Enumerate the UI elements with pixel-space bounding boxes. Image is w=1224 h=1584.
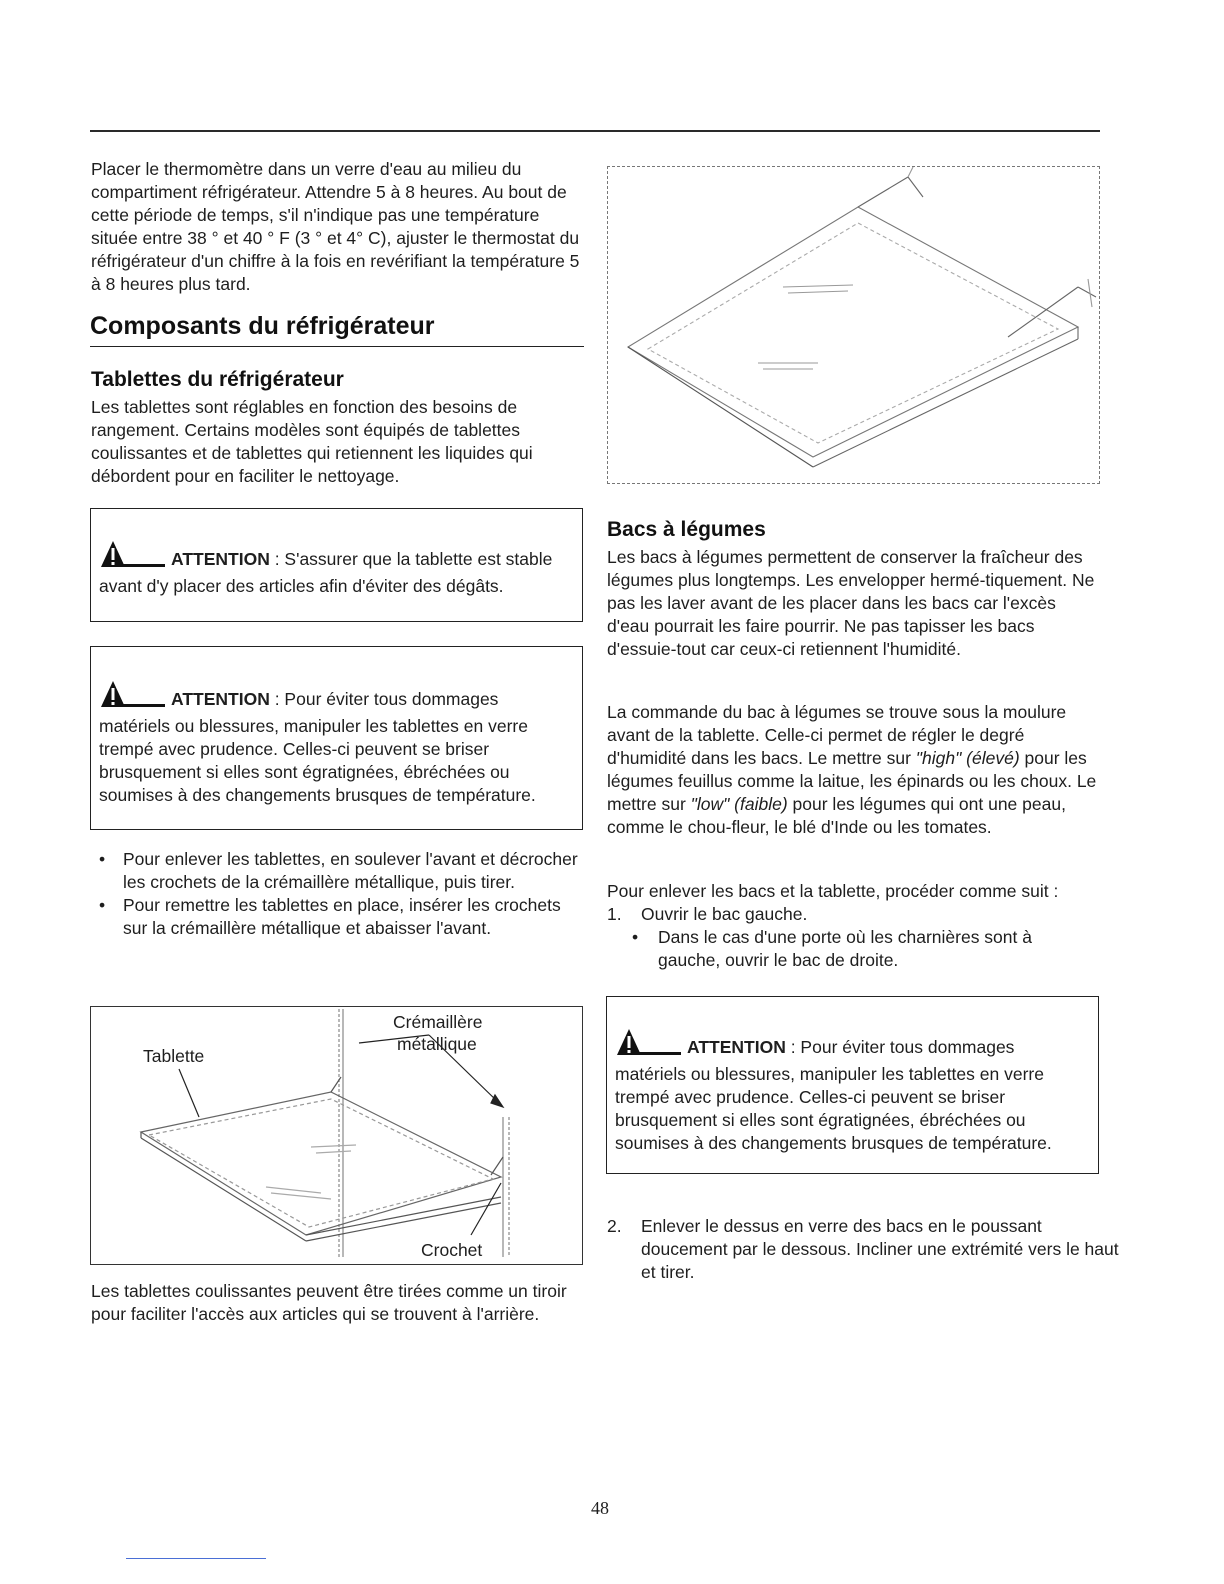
warning-box-shelf-stable [90, 508, 583, 622]
sliding-shelves-paragraph: Les tablettes coulissantes peuvent être tirées comme un tiroir pour faciliter l'accès aux articles qui se trouvent à l'arrière. [91, 1281, 567, 1324]
section-rule [90, 346, 584, 347]
warning-box-glass-shelves [90, 646, 583, 830]
warning-title: ATTENTION [687, 1037, 786, 1057]
shelves-title: Tablettes du réfrigérateur [91, 368, 344, 391]
section-title: Composants du réfrigérateur [90, 312, 435, 340]
page-number: 48 [591, 1498, 609, 1518]
warning-text: : S'assurer que la tablette est stable avant d'y placer des articles afin d'éviter des dégâts. [99, 549, 553, 596]
warning-title: ATTENTION [171, 689, 270, 709]
warning-text: : Pour éviter tous dommages matériels ou blessures, manipuler les tablettes en verre trempé avec prudence. Celles-ci peuvent se briser brusquement si elles sont égratignées, ébréchées ou soumises à des changements brusques de température. [99, 689, 536, 805]
shelf-figure [90, 1006, 583, 1265]
bottom-rule [126, 1558, 266, 1559]
label-rack-line2: métallique [397, 1034, 477, 1054]
crispers-paragraph-2: La commande du bac à légumes se trouve sous la moulure avant de la tablette. Celle-ci permet de régler le degré d'humidité dans les bacs. Le mettre sur "high" (élevé) pour les légumes feuillus comme la laitue, les épinards ou les choux. Le mettre sur "low" (faible) pour les légumes qui ont une peau, comme le chou-fleur, le blé d'Inde ou les tomates. [607, 702, 1097, 837]
label-rack-line1: Crémaillère [393, 1012, 483, 1032]
setting-low: "low" (faible) [690, 794, 788, 814]
warning-triangle-icon [99, 679, 165, 715]
warning-title: ATTENTION [171, 549, 270, 569]
step-2: 2. Enlever le dessus en verre des bacs en le poussant doucement par le dessous. Incliner une extrémité vers le haut et tirer. [607, 1216, 1119, 1282]
steps-intro: Pour enlever les bacs et la tablette, procéder comme suit : [607, 881, 1059, 901]
shelves-paragraph: Les tablettes sont réglables en fonction des besoins de rangement. Certains modèles sont équipés de tablettes coulissantes et de tablettes qui retiennent les liquides qui débordent pour en faciliter le nettoyage. [91, 397, 533, 486]
list-item: • Pour enlever les tablettes, en soulever l'avant et décrocher les crochets de la crémaillère métallique, puis tirer. [99, 849, 578, 892]
warning-text: : Pour éviter tous dommages matériels ou blessures, manipuler les tablettes en verre trempé avec prudence. Celles-ci peuvent se briser brusquement si elles sont égratignées, ébréchées ou soumises à des changements brusques de température. [615, 1037, 1052, 1153]
warning-box-crisper-glass [606, 996, 1099, 1174]
warning-triangle-icon [615, 1027, 681, 1063]
crispers-title: Bacs à légumes [607, 518, 766, 541]
label-shelf: Tablette [143, 1046, 205, 1066]
shelves-bullet-list [91, 848, 583, 940]
top-rule [90, 130, 1100, 132]
step-1: 1. Ouvrir le bac gauche. [607, 904, 808, 924]
intro-paragraph: Placer le thermomètre dans un verre d'eau au milieu du compartiment réfrigérateur. Attendre 5 à 8 heures. Au bout de cette période de temps, s'il n'indique pas une température située entre 38 ° et 40 ° F (3 ° et 4° C), ajuster le thermostat du réfrigérateur d'un chiffre à la fois en revérifiant la température 5 à 8 heures plus tard. [91, 159, 580, 294]
crisper-shelf-illustration [608, 167, 1101, 485]
label-hook: Crochet [421, 1240, 483, 1260]
warning-triangle-icon [99, 539, 165, 575]
crisper-figure [607, 166, 1100, 484]
list-item: • Pour remettre les tablettes en place, insérer les crochets sur la crémaillère métallique et abaisser l'avant. [99, 895, 561, 938]
step-1-sub: • Dans le cas d'une porte où les charnières sont à gauche, ouvrir le bac de droite. [632, 927, 1032, 970]
setting-high: "high" (élevé) [915, 748, 1020, 768]
crispers-paragraph-1: Les bacs à légumes permettent de conserver la fraîcheur des légumes plus longtemps. Les envelopper hermé-tiquement. Ne pas les laver avant de les placer dans les bacs car l'excès d'eau pourrait les faire pourrir. Ne pas tapisser les bacs d'essuie-tout car ceux-ci retiennent l'humidité. [607, 547, 1095, 659]
